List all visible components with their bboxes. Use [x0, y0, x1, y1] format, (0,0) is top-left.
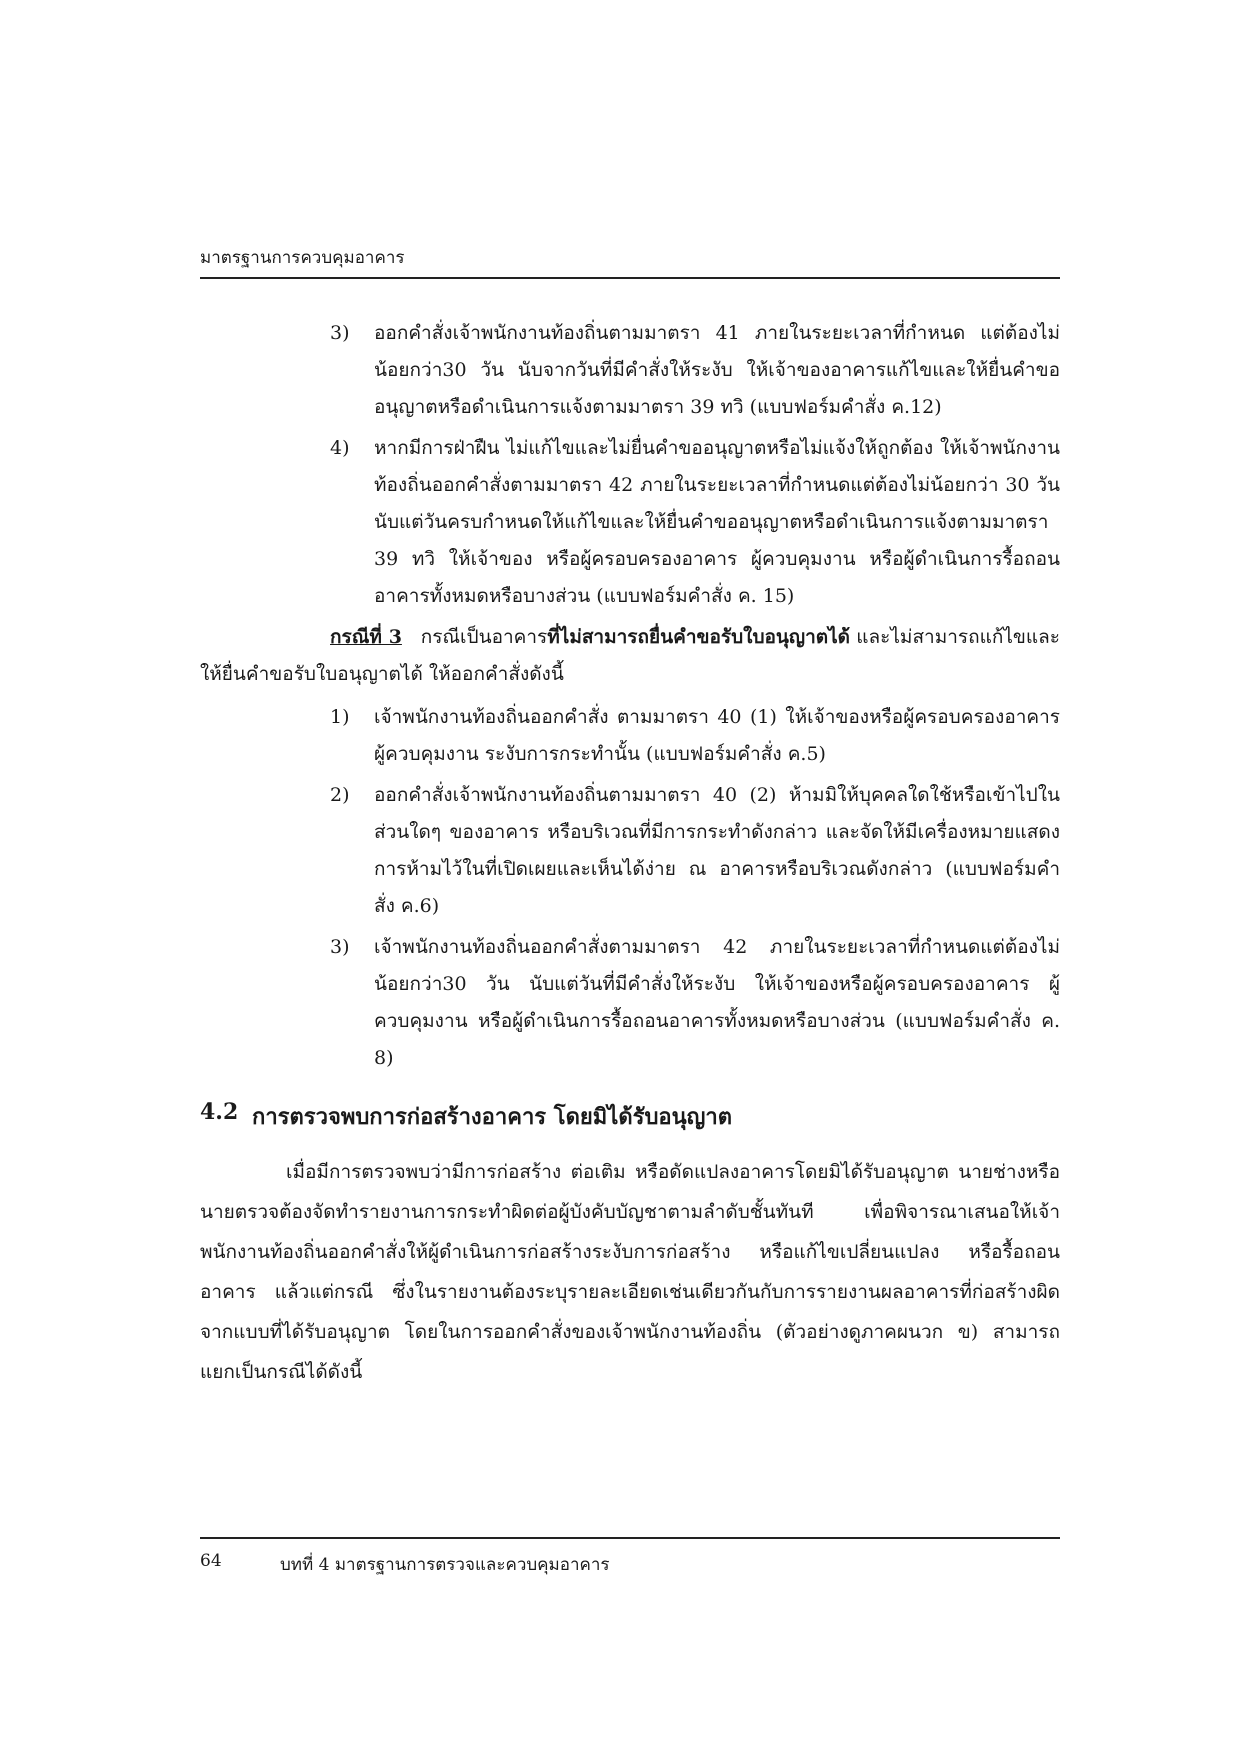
case-3-intro: กรณีเป็นอาคาร: [420, 626, 548, 648]
list-a: [200, 315, 1060, 615]
list-item-text: ออกคำสั่งเจ้าพนักงานท้องถิ่นตามมาตรา 41 ภายในระยะเวลาที่กำหนด แต่ต้องไม่น้อยกว่า30 วัน นับจากวันที่มีคำสั่งให้ระงับ ให้เจ้าของอาคารแก้ไขและให้ยื่นคำขออนุญาตหรือดำเนินการแจ้งตามมาตรา 39 ทวิ (แบบฟอร์มคำสั่ง ค.12): [374, 322, 1060, 418]
list-item: [330, 929, 1060, 1077]
footer-chapter: บทที่ 4 มาตรฐานการตรวจและควบคุมอาคาร: [280, 1555, 610, 1575]
list-item-number: 1): [330, 706, 350, 728]
list-item-text: เจ้าพนักงานท้องถิ่นออกคำสั่งตามมาตรา 42 ภายในระยะเวลาที่กำหนดแต่ต้องไม่น้อยกว่า30 วัน นับแต่วันที่มีคำสั่งให้ระงับ ให้เจ้าของหรือผู้ครอบครองอาคาร ผู้ควบคุมงาน หรือผู้ดำเนินการรื้อถอนอาคารทั้งหมดหรือบางส่วน (แบบฟอร์มคำสั่ง ค. 8): [374, 936, 1060, 1069]
section-title: การตรวจพบการก่อสร้างอาคาร โดยมิได้รับอนุญาต: [252, 1104, 733, 1130]
header-title: มาตรฐานการควบคุมอาคาร: [200, 248, 405, 268]
list-item: [330, 699, 1060, 773]
list-item-number: 3): [330, 936, 350, 958]
case-3-emphasis: ที่ไม่สามารถยื่นคำขอรับใบอนุญาตได้: [547, 626, 851, 648]
page-number: 64: [200, 1551, 222, 1571]
list-item: [330, 315, 1060, 426]
case-3-rest: และไม่สามารถแก้ไขและให้ยื่นคำขอรับใบอนุญาตได้ ให้ออกคำสั่งดังนี้: [200, 626, 1060, 685]
list-item: [330, 777, 1060, 925]
list-item-number: 3): [330, 322, 350, 344]
list-item-number: 4): [330, 437, 350, 459]
section-heading: [200, 1099, 1060, 1134]
list-item-number: 2): [330, 784, 350, 806]
section-body: เมื่อมีการตรวจพบว่ามีการก่อสร้าง ต่อเติม หรือดัดแปลงอาคารโดยมิได้รับอนุญาต นายช่างหรือนายตรวจต้องจัดทำรายงานการกระทำผิดต่อผู้บังคับบัญชาตามลำดับชั้นทันที เพื่อพิจารณาเสนอให้เจ้าพนักงานท้องถิ่นออกคำสั่งให้ผู้ดำเนินการก่อสร้างระงับการก่อสร้าง หรือแก้ไขเปลี่ยนแปลง หรือรื้อถอนอาคาร แล้วแต่กรณี ซึ่งในรายงานต้องระบุรายละเอียดเช่นเดียวกันกับการรายงานผลอาคารที่ก่อสร้างผิดจากแบบที่ได้รับอนุญาต โดยในการออกคำสั่งของเจ้าพนักงานท้องถิ่น (ตัวอย่างดูภาคผนวก ข) สามารถแยกเป็นกรณีได้ดังนี้: [200, 1161, 1060, 1383]
section-number: 4.2: [200, 1099, 239, 1125]
running-header: [200, 244, 1060, 279]
case-3-paragraph: [200, 619, 1060, 693]
list-item-text: เจ้าพนักงานท้องถิ่นออกคำสั่ง ตามมาตรา 40 (1) ให้เจ้าของหรือผู้ครอบครองอาคาร ผู้ควบคุมงาน ระงับการกระทำนั้น (แบบฟอร์มคำสั่ง ค.5): [374, 706, 1060, 765]
list-b: [200, 699, 1060, 1077]
list-item-text: หากมีการฝ่าฝืน ไม่แก้ไขและไม่ยื่นคำขออนุญาตหรือไม่แจ้งให้ถูกต้อง ให้เจ้าพนักงานท้องถิ่นออกคำสั่งตามมาตรา 42 ภายในระยะเวลาที่กำหนดแต่ต้องไม่น้อยกว่า 30 วัน นับแต่วันครบกำหนดให้แก้ไขและให้ยื่นคำขออนุญาตหรือดำเนินการแจ้งตามมาตรา 39 ทวิ ให้เจ้าของ หรือผู้ครอบครองอาคาร ผู้ควบคุมงาน หรือผู้ดำเนินการรื้อถอนอาคารทั้งหมดหรือบางส่วน (แบบฟอร์มคำสั่ง ค. 15): [374, 437, 1060, 607]
list-item: [330, 430, 1060, 615]
page-footer: [200, 1537, 1060, 1578]
list-item-text: ออกคำสั่งเจ้าพนักงานท้องถิ่นตามมาตรา 40 (2) ห้ามมิให้บุคคลใดใช้หรือเข้าไปในส่วนใดๆ ของอาคาร หรือบริเวณที่มีการกระทำดังกล่าว และจัดให้มีเครื่องหมายแสดงการห้ามไว้ในที่เปิดเผยและเห็นได้ง่าย ณ อาคารหรือบริเวณดังกล่าว (แบบฟอร์มคำสั่ง ค.6): [374, 784, 1060, 917]
page-content: [200, 315, 1060, 1392]
case-3-label: กรณีที่ 3: [330, 626, 402, 648]
